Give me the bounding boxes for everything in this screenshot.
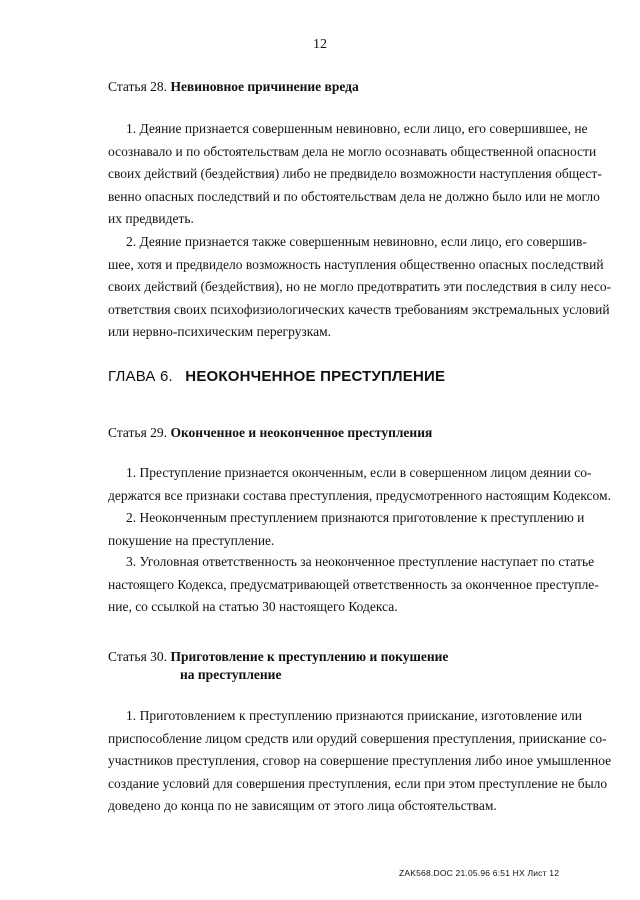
article-30-paragraph-1 <box>108 705 612 818</box>
text-line: их предвидеть. <box>108 211 194 226</box>
article-30-heading <box>108 648 508 684</box>
text-line: создание условий для совершения преступления, если при этом преступление не было <box>108 775 608 791</box>
article-28-heading <box>108 78 359 96</box>
article-28-paragraph-1 <box>108 118 602 231</box>
text-line: 1. Деяние признается совершенным невиновно, если лицо, его совершившее, не <box>126 121 588 136</box>
article-29-heading <box>108 424 432 442</box>
text-line: участников преступления, сговор на совершение преступления либо иное умышленное <box>108 753 612 768</box>
text-line: доведено до конца по не зависящим от этого лица обстоятельствам. <box>108 798 497 813</box>
text-line: осознавало и по обстоятельствам дела не могло осознавать общественной опасности <box>108 143 597 159</box>
text-line: держатся все признаки состава преступления, предусмотренного настоящим Кодексом. <box>108 487 611 503</box>
text-line: настоящего Кодекса, предусматривающей ответственность за оконченное преступле- <box>108 576 599 592</box>
text-line: венно опасных последствий и по обстоятельствам дела не должно было или не могло <box>108 188 600 204</box>
text-line: 3. Уголовная ответственность за неоконченное преступление наступает по статье <box>126 554 595 569</box>
text-line: 2. Неоконченным преступлением признаются приготовление к преступлению и <box>126 510 585 525</box>
chapter-6-label: ГЛАВА 6. <box>108 368 173 385</box>
article-30-title-line-2: на преступление <box>180 667 282 682</box>
text-line: своих действий (бездействия) либо не предвидело возможности наступления общест- <box>108 166 602 181</box>
text-line: 2. Деяние признается также совершенным невиновно, если лицо, его совершив- <box>126 234 587 249</box>
text-line: покушение на преступление. <box>108 532 275 548</box>
text-line: 1. Преступление признается оконченным, если в совершенном лицом деянии со- <box>126 465 592 480</box>
text-line: ние, со ссылкой на статью 30 настоящего Кодекса. <box>108 599 398 614</box>
article-29-title: Оконченное и неоконченное преступления <box>170 425 433 440</box>
article-29-paragraph-1 <box>108 462 611 507</box>
text-line: 1. Приготовлением к преступлению признаются приискание, изготовление или <box>126 708 582 723</box>
article-29-label: Статья 29. <box>108 425 168 440</box>
article-28-title: Невиновное причинение вреда <box>170 79 359 94</box>
chapter-6-heading <box>108 368 445 385</box>
text-line: шее, хотя и предвидело возможность наступления общественно опасных последствий <box>108 256 604 272</box>
text-line: ответствия своих психофизиологических качеств требованиям экстремальных условий <box>108 301 610 317</box>
article-28-label: Статья 28. <box>108 79 168 94</box>
article-29-paragraph-3 <box>108 551 599 619</box>
page-number: 12 <box>313 37 327 52</box>
document-footer: ZAK568.DOC 21.05.96 6:51 НХ Лист 12 <box>399 868 560 878</box>
chapter-6-title: НЕОКОНЧЕННОЕ ПРЕСТУПЛЕНИЕ <box>185 368 446 385</box>
article-30-title-line-1: Приготовление к преступлению и покушение <box>170 649 449 664</box>
text-line: своих действий (бездействия), но не могло предотвратить эти последствия в силу несо- <box>108 279 612 294</box>
text-line: приспособление лицом средств или орудий совершения преступления, приискание со- <box>108 730 607 746</box>
text-line: или нервно-психическим перегрузкам. <box>108 324 332 339</box>
article-29-paragraph-2 <box>108 507 585 552</box>
article-30-label: Статья 30. <box>108 649 168 664</box>
article-28-paragraph-2 <box>108 231 612 344</box>
